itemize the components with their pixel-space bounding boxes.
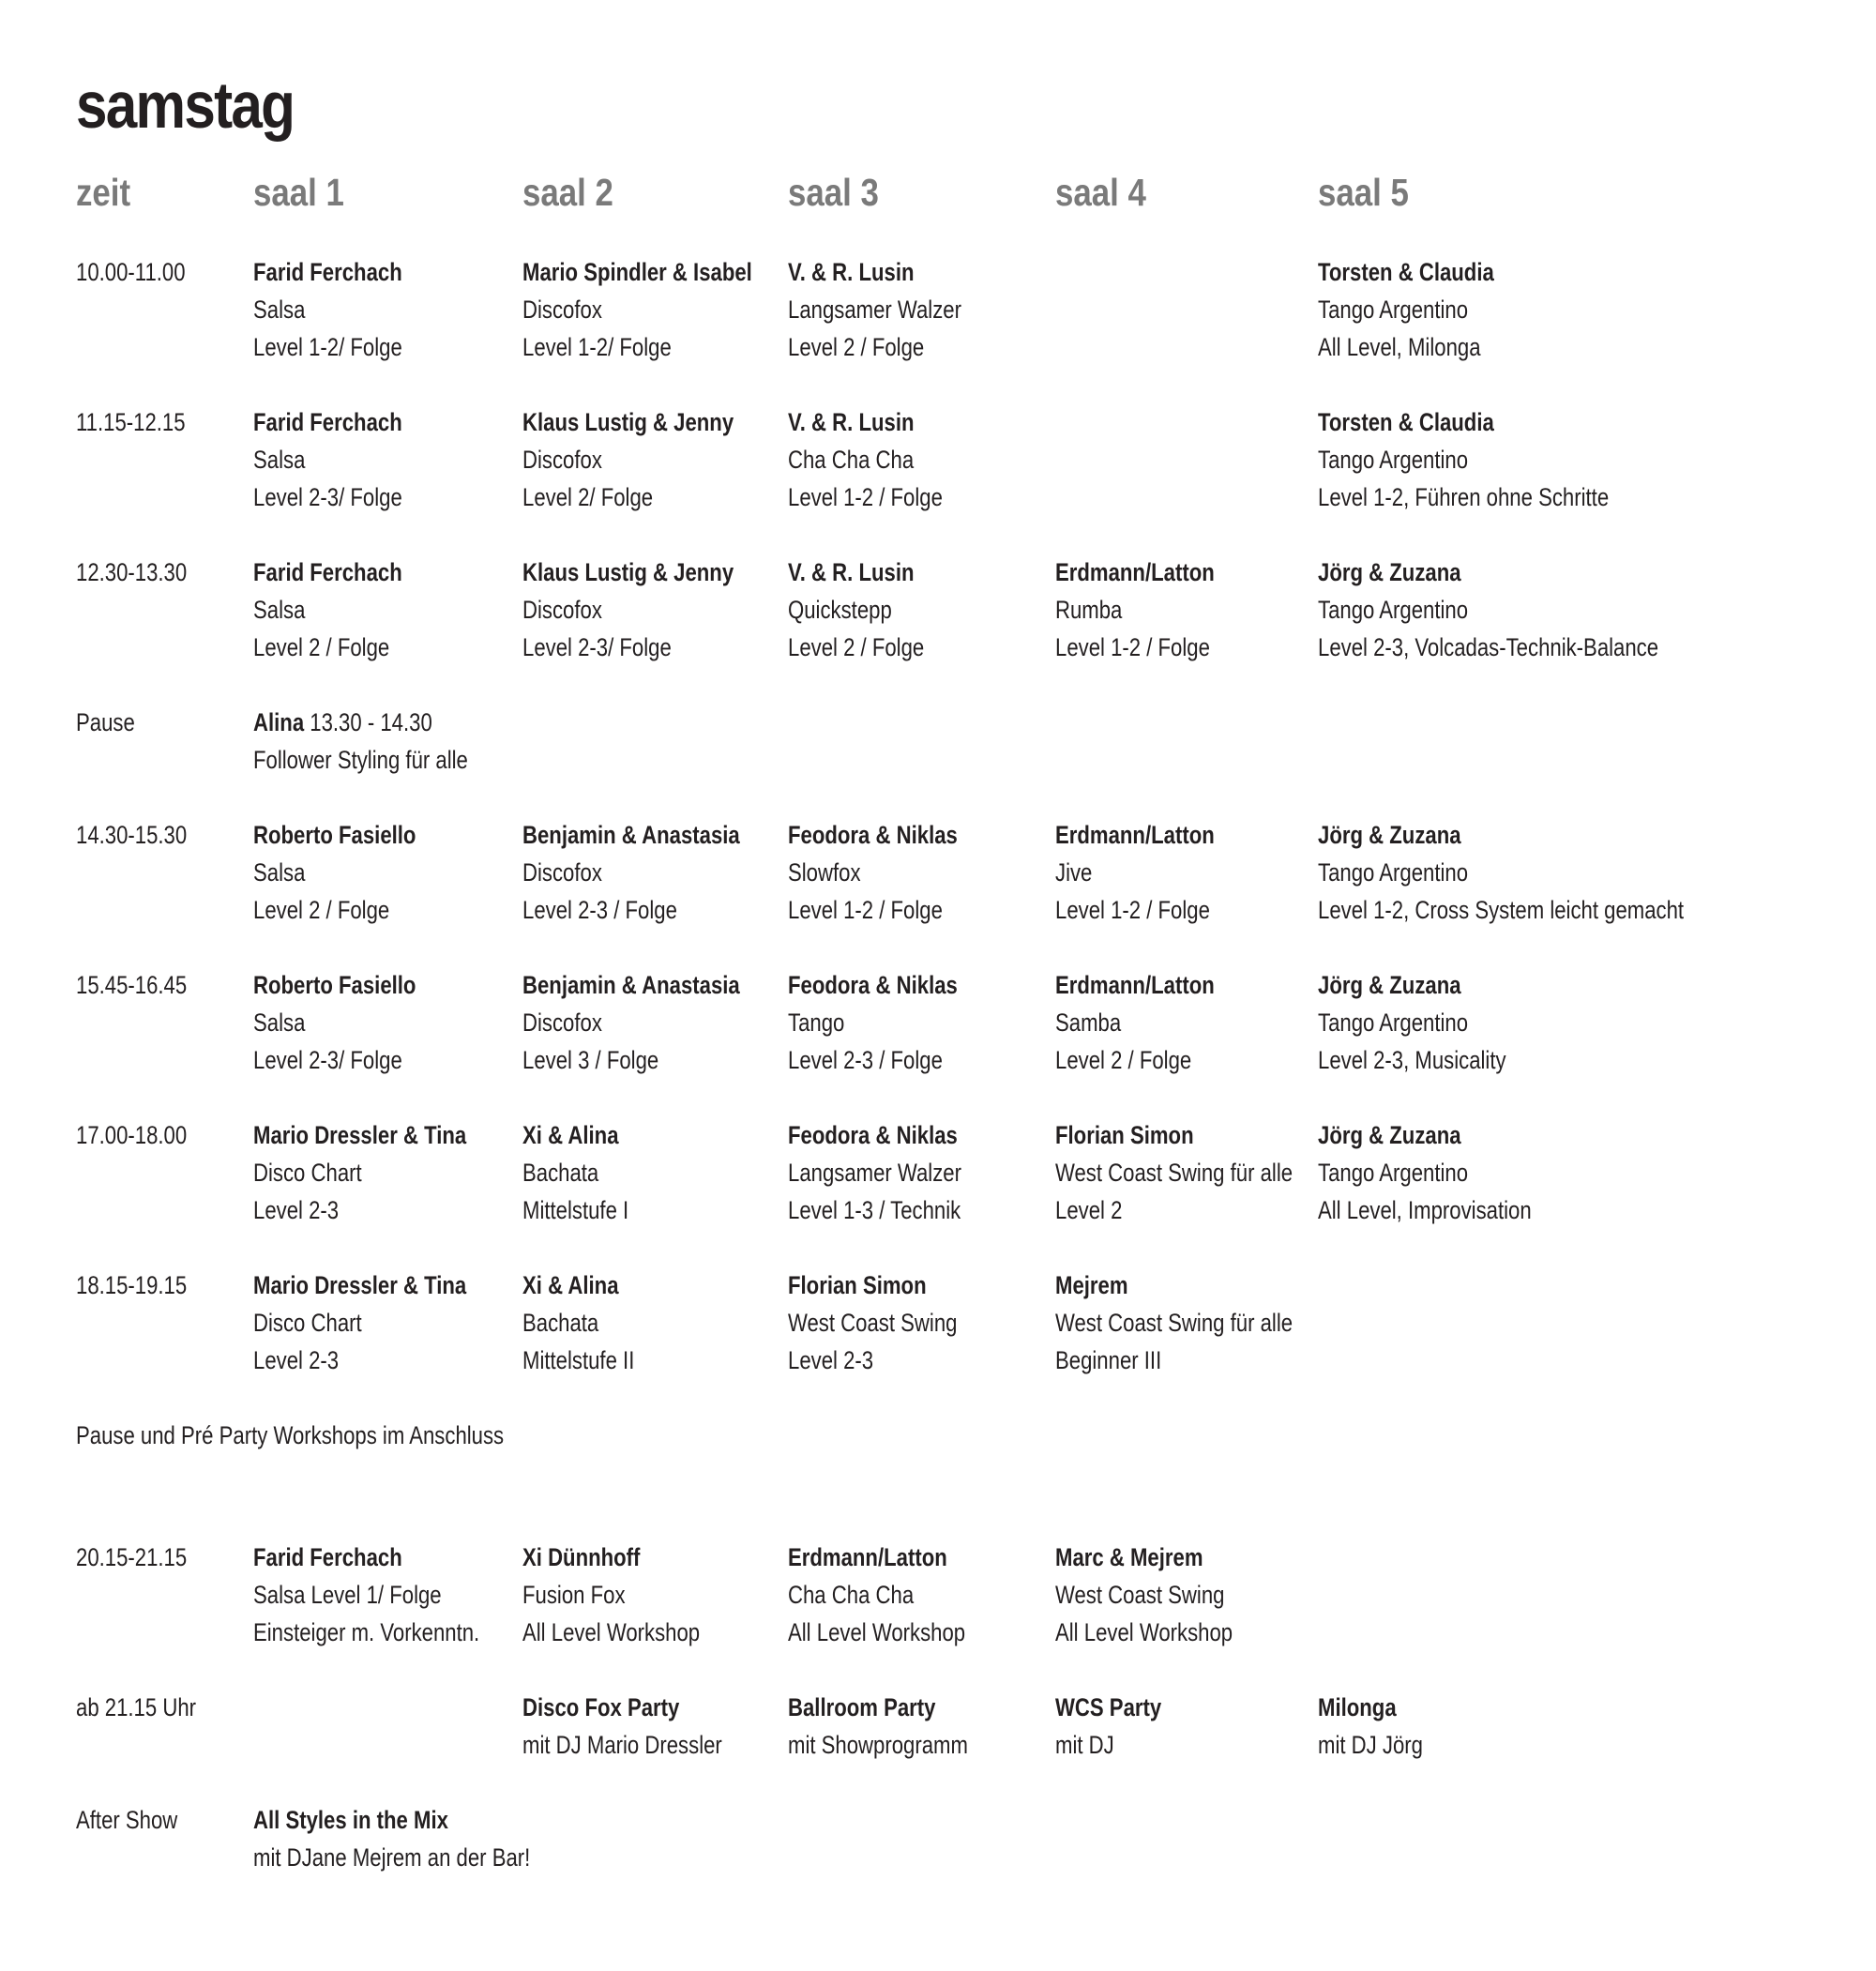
level: Level 2-3, Volcadas-Technik-Balance <box>1318 633 1659 661</box>
instructor-name: Mario Dressler & Tina <box>253 1121 467 1149</box>
instructor-name: Farid Ferchach <box>253 558 402 586</box>
header-saal-5: saal 5 <box>1318 171 1409 214</box>
session-cell <box>253 1539 479 1651</box>
session-cell <box>1055 816 1215 929</box>
dance-style: Rumba <box>1055 596 1123 624</box>
dance-style: Cha Cha Cha <box>788 1581 915 1609</box>
session-cell <box>253 1116 466 1229</box>
instructor-name: Erdmann/Latton <box>1055 971 1215 999</box>
instructor-name: Torsten & Claudia <box>1318 408 1494 436</box>
dance-style: Tango Argentino <box>1318 1159 1469 1187</box>
dance-style: West Coast Swing <box>1055 1581 1225 1609</box>
level: All Level, Improvisation <box>1318 1196 1532 1224</box>
event-detail: mit Showprogramm <box>788 1731 968 1759</box>
dance-style: Langsamer Walzer <box>788 296 961 324</box>
dance-style: Tango Argentino <box>1318 1008 1469 1037</box>
dance-style: Jive <box>1055 858 1093 887</box>
level: Level 2 / Folge <box>788 633 925 661</box>
instructor-name: Roberto Fasiello <box>253 971 416 999</box>
instructor-name: Torsten & Claudia <box>1318 258 1494 286</box>
instructor-name: Roberto Fasiello <box>253 821 416 849</box>
session-cell <box>253 704 468 779</box>
session-cell <box>788 1689 968 1764</box>
time-slot: After Show <box>76 1806 178 1834</box>
session-cell <box>1055 1116 1293 1229</box>
session-cell <box>788 966 958 1079</box>
dance-style: West Coast Swing für alle <box>1055 1309 1294 1337</box>
instructor-name: Farid Ferchach <box>253 408 402 436</box>
instructor-name: Florian Simon <box>788 1271 927 1299</box>
time-slot: 18.15-19.15 <box>76 1271 188 1299</box>
session-cell <box>1318 966 1506 1079</box>
level: Level 2 / Folge <box>253 896 390 924</box>
level: Beginner III <box>1055 1346 1162 1374</box>
level: All Level Workshop <box>1055 1618 1233 1646</box>
time-slot: 10.00-11.00 <box>76 258 186 286</box>
level: Level 1-3 / Technik <box>788 1196 961 1224</box>
instructor-name: Benjamin & Anastasia <box>522 821 740 849</box>
dance-style: Slowfox <box>788 858 861 887</box>
event-detail: mit DJ Mario Dressler <box>522 1731 722 1759</box>
time-slot: ab 21.15 Uhr <box>76 1693 197 1721</box>
header-saal-1: saal 1 <box>253 171 344 214</box>
level: Level 1-2/ Folge <box>253 333 402 361</box>
session-cell <box>1318 1116 1532 1229</box>
dance-style: Samba <box>1055 1008 1122 1037</box>
level: Level 1-2, Cross System leicht gemacht <box>1318 896 1685 924</box>
instructor-name: Feodora & Niklas <box>788 1121 958 1149</box>
level: Level 2 / Folge <box>1055 1046 1192 1074</box>
instructor-name: Farid Ferchach <box>253 1543 402 1571</box>
session-cell <box>1318 253 1494 366</box>
dance-style: Fusion Fox <box>522 1581 626 1609</box>
page-title: samstag <box>76 68 295 142</box>
instructor-name: V. & R. Lusin <box>788 408 915 436</box>
level: Level 2 <box>1055 1196 1123 1224</box>
level: Level 2-3, Musicality <box>1318 1046 1506 1074</box>
column-headers <box>0 171 1876 227</box>
event-name: WCS Party <box>1055 1693 1162 1721</box>
dance-style: Disco Chart <box>253 1309 362 1337</box>
instructor-name: Jörg & Zuzana <box>1318 821 1461 849</box>
session-cell <box>253 816 416 929</box>
instructor-name: Xi & Alina <box>522 1121 619 1149</box>
dance-style: Bachata <box>522 1309 599 1337</box>
level: Level 2-3/ Folge <box>253 1046 402 1074</box>
instructor-name: Alina <box>253 708 305 736</box>
session-cell <box>522 553 734 666</box>
session-cell <box>1055 1689 1161 1764</box>
event-detail: mit DJ Jörg <box>1318 1731 1423 1759</box>
instructor-name: Mejrem <box>1055 1271 1128 1299</box>
dance-style: Discofox <box>522 858 602 887</box>
session-cell <box>522 966 740 1079</box>
level: Level 2 / Folge <box>253 633 390 661</box>
dance-style: Discofox <box>522 296 602 324</box>
session-cell <box>522 403 734 516</box>
event-detail: mit DJane Mejrem an der Bar! <box>253 1843 531 1872</box>
session-cell <box>1318 816 1684 929</box>
time-slot: 11.15-12.15 <box>76 408 186 436</box>
session-cell <box>1055 1266 1293 1379</box>
instructor-name: Erdmann/Latton <box>1055 821 1215 849</box>
dance-style: Follower Styling für alle <box>253 746 468 774</box>
dance-style: Tango Argentino <box>1318 446 1469 474</box>
instructor-name: Jörg & Zuzana <box>1318 558 1461 586</box>
pause-note: Pause und Pré Party Workshops im Anschluss <box>76 1421 505 1449</box>
event-detail: mit DJ <box>1055 1731 1114 1759</box>
dance-style: Disco Chart <box>253 1159 362 1187</box>
session-cell <box>253 966 416 1079</box>
instructor-name: Xi Dünnhoff <box>522 1543 641 1571</box>
instructor-name: Feodora & Niklas <box>788 971 958 999</box>
dance-style: Salsa Level 1/ Folge <box>253 1581 442 1609</box>
session-cell <box>788 816 958 929</box>
level: Level 1-2, Führen ohne Schritte <box>1318 483 1610 511</box>
time-slot: 15.45-16.45 <box>76 971 188 999</box>
session-cell <box>788 403 943 516</box>
level: Level 2-3 <box>253 1196 340 1224</box>
dance-style: Salsa <box>253 1008 306 1037</box>
session-cell <box>253 253 402 366</box>
level: Level 1-2 / Folge <box>1055 633 1210 661</box>
dance-style: Salsa <box>253 296 306 324</box>
event-name: Ballroom Party <box>788 1693 936 1721</box>
dance-style: Tango Argentino <box>1318 296 1469 324</box>
dance-style: Discofox <box>522 446 602 474</box>
session-cell <box>788 553 924 666</box>
session-cell <box>1055 553 1215 666</box>
dance-style: Discofox <box>522 1008 602 1037</box>
instructor-name: Benjamin & Anastasia <box>522 971 740 999</box>
dance-style: Quickstepp <box>788 596 892 624</box>
dance-style: Salsa <box>253 858 306 887</box>
level: All Level, Milonga <box>1318 333 1481 361</box>
level: Level 1-2 / Folge <box>1055 896 1210 924</box>
level: Mittelstufe II <box>522 1346 635 1374</box>
level: Level 2-3 / Folge <box>788 1046 943 1074</box>
level: Level 2 / Folge <box>788 333 925 361</box>
session-cell <box>788 1116 961 1229</box>
time-slot: 17.00-18.00 <box>76 1121 188 1149</box>
time-slot: 12.30-13.30 <box>76 558 188 586</box>
dance-style: Salsa <box>253 596 306 624</box>
instructor-name: Marc & Mejrem <box>1055 1543 1203 1571</box>
session-cell <box>522 816 740 929</box>
event-name: All Styles in the Mix <box>253 1806 448 1834</box>
session-cell <box>253 553 402 666</box>
dance-style: Tango Argentino <box>1318 858 1469 887</box>
instructor-name: V. & R. Lusin <box>788 258 915 286</box>
instructor-name: Jörg & Zuzana <box>1318 971 1461 999</box>
session-cell <box>788 253 961 366</box>
level: Level 3 / Folge <box>522 1046 659 1074</box>
level: Einsteiger m. Vorkenntn. <box>253 1618 480 1646</box>
level: All Level Workshop <box>788 1618 966 1646</box>
session-cell <box>788 1539 965 1651</box>
header-saal-4: saal 4 <box>1055 171 1146 214</box>
instructor-name: Erdmann/Latton <box>788 1543 947 1571</box>
instructor-name: Florian Simon <box>1055 1121 1194 1149</box>
session-cell <box>253 1266 466 1379</box>
dance-style: Cha Cha Cha <box>788 446 915 474</box>
session-cell <box>522 1116 628 1229</box>
instructor-name: Feodora & Niklas <box>788 821 958 849</box>
dance-style: Discofox <box>522 596 602 624</box>
session-cell <box>1055 966 1215 1079</box>
dance-style: West Coast Swing <box>788 1309 958 1337</box>
session-cell <box>522 253 752 366</box>
header-saal-3: saal 3 <box>788 171 879 214</box>
instructor-name: V. & R. Lusin <box>788 558 915 586</box>
session-cell <box>1318 403 1609 516</box>
session-cell <box>522 1539 700 1651</box>
level: Level 1-2 / Folge <box>788 896 943 924</box>
dance-style: West Coast Swing für alle <box>1055 1159 1294 1187</box>
level: Level 1-2 / Folge <box>788 483 943 511</box>
event-name: Milonga <box>1318 1693 1397 1721</box>
instructor-name: Jörg & Zuzana <box>1318 1121 1461 1149</box>
session-cell <box>522 1266 634 1379</box>
level: All Level Workshop <box>522 1618 701 1646</box>
level: Level 2-3/ Folge <box>522 633 672 661</box>
time-slot: 14.30-15.30 <box>76 821 188 849</box>
level: Level 2-3 <box>788 1346 874 1374</box>
level: Level 2/ Folge <box>522 483 654 511</box>
session-cell <box>1318 1689 1423 1764</box>
dance-style: Salsa <box>253 446 306 474</box>
event-name: Disco Fox Party <box>522 1693 680 1721</box>
level: Level 2-3 / Folge <box>522 896 677 924</box>
pause-time: 13.30 - 14.30 <box>304 708 432 736</box>
session-cell <box>1318 553 1658 666</box>
level: Level 2-3/ Folge <box>253 483 402 511</box>
time-slot: Pause <box>76 708 135 736</box>
header-saal-2: saal 2 <box>522 171 613 214</box>
session-cell <box>522 1689 722 1764</box>
session-cell <box>788 1266 957 1379</box>
dance-style: Bachata <box>522 1159 599 1187</box>
dance-style: Tango <box>788 1008 845 1037</box>
dance-style: Langsamer Walzer <box>788 1159 961 1187</box>
instructor-name: Farid Ferchach <box>253 258 402 286</box>
instructor-name: Klaus Lustig & Jenny <box>522 558 734 586</box>
instructor-name: Erdmann/Latton <box>1055 558 1215 586</box>
session-cell <box>1055 1539 1233 1651</box>
dance-style: Tango Argentino <box>1318 596 1469 624</box>
instructor-name: Mario Dressler & Tina <box>253 1271 467 1299</box>
header-zeit: zeit <box>76 171 131 214</box>
instructor-name: Klaus Lustig & Jenny <box>522 408 734 436</box>
session-cell <box>253 1801 530 1876</box>
level: Mittelstufe I <box>522 1196 629 1224</box>
level: Level 1-2/ Folge <box>522 333 672 361</box>
instructor-name: Xi & Alina <box>522 1271 619 1299</box>
level: Level 2-3 <box>253 1346 340 1374</box>
instructor-name: Mario Spindler & Isabel <box>522 258 752 286</box>
session-cell <box>253 403 402 516</box>
time-slot: 20.15-21.15 <box>76 1543 188 1571</box>
